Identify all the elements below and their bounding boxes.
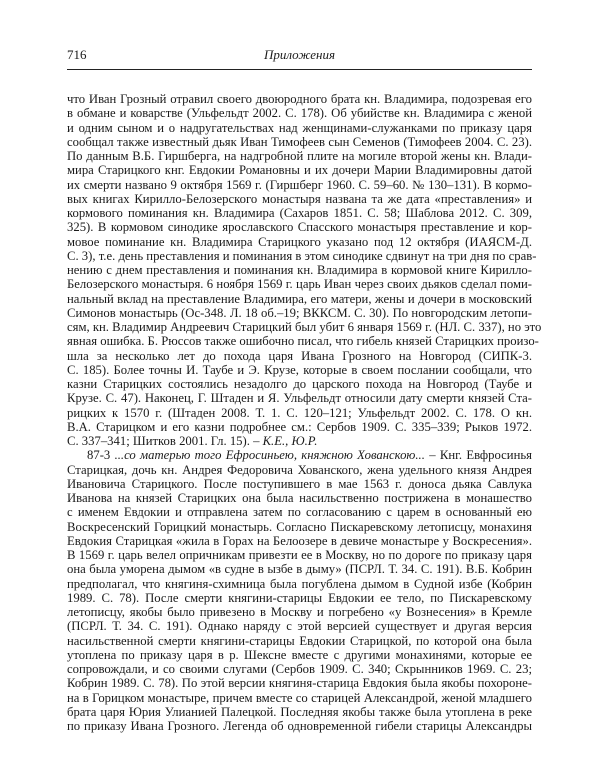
text-run: она была уморена дымом «в судне в ызбе в дыму» (ПСРЛ. Т. 34. С. 191). В.Б. Кобрин: [67, 562, 532, 577]
text-run: рицких к 1570 г. (Штаден 2008. Т. 1. С. 120–121; Ульфельдт 2002. С. 178. О кн.: [67, 405, 532, 420]
text-line: [67, 277, 532, 291]
text-line: [67, 605, 532, 619]
text-run: Старицкая, дочь кн. Андрея Федоровича Хованского, жена удельного князя Андрея: [67, 462, 532, 477]
text-run: С. 185). Более точны И. Таубе и Э. Крузе, которые в своем послании сообщали, что: [67, 362, 532, 377]
text-run: их смерти названо 9 октября 1569 г. (Гиршберг 1960. С. 59–60. № 130–131). В кормо-: [67, 177, 532, 192]
text-line: [67, 420, 532, 434]
text-run: нению с днем преставления и поминания кн. Владимира в кормовой книге Кирилло-: [67, 263, 532, 277]
text-line: [67, 591, 532, 605]
text-run: в обмане и коварстве (Ульфельдт 2002. С. 178). Об убийстве кн. Владимира с женой: [67, 106, 532, 121]
text-line: [67, 163, 532, 177]
text-line: [67, 648, 532, 662]
text-run: Белозерского монастыря. 6 ноября 1569 г. царь Иван через своих дьяков сделал поми-: [67, 277, 532, 292]
text-run: 1989. С. 78). После смерти княгини-старицы Евдокии ее тело, по Пискаревскому: [67, 590, 532, 605]
text-line: [67, 719, 532, 733]
text-run: (ПСРЛ. Т. 34. С. 191). Однако наряду с этой версией существует и другая версия: [67, 619, 532, 634]
text-line: [67, 106, 532, 120]
text-run: Симонов монастырь (Ос-348. Л. 18 об.–19; ВККСМ. С. 30). По новгородским летопи-: [67, 305, 532, 320]
text-line: [67, 520, 532, 534]
text-line: [67, 92, 532, 106]
text-run: шла за несколько лет до похода царя Ивана Грозного на Новгород (СИПК-3.: [67, 348, 532, 363]
text-run: и одним сыном и о надругательствах над женщинами-служанками по приказу царя: [67, 120, 532, 135]
text-line: [67, 363, 532, 377]
text-line: [67, 121, 532, 135]
text-line: [67, 448, 532, 462]
text-line: [67, 634, 532, 648]
text-run: Воскресенский Горицкий монастырь. Согласно Пискаревскому летописцу, монахиня: [67, 519, 532, 534]
note-number: 87-3: [87, 448, 115, 463]
text-run: явная ошибка. Б. Рюссов также ошибочно писал, что гибель князей Старицких произо-: [67, 334, 539, 349]
text-run: С. 3), т.е. день преставления и поминания в этом синодике сдвинут на три дня по срав-: [67, 248, 537, 263]
text-line: [67, 391, 532, 405]
text-line: [67, 406, 532, 420]
text-line: [67, 676, 532, 690]
text-run: мовое поминание кн. Владимира Старицкого указано под 12 октября (ИАЯСМ-Д.: [67, 234, 532, 249]
text-line: [67, 463, 532, 477]
text-run: Кобрин 1989. С. 78). По этой версии княгиня-старица Евдокия была якобы похороне-: [67, 676, 532, 691]
text-run: В 1569 г. царь велел опричникам привезти ее в Москву, но по дороге по приказу царя: [67, 548, 532, 562]
text-line: [67, 149, 532, 163]
text-run: Евдокия Старицкая «жила в Горах на Белоозере в девиче монастыре у Воскресения».: [67, 533, 532, 548]
text-line: [67, 505, 532, 519]
text-line: [67, 235, 532, 249]
text-line: [67, 220, 532, 234]
author-initials: К.Е., Ю.Р.: [262, 434, 318, 448]
text-run: летописцу, якобы было привезено в Москву и погребено «у Вознесения» в Кремле: [67, 605, 532, 619]
text-run: 325). В кормовом синодике ярославского Спасского монастыря преставление и кор-: [67, 220, 532, 235]
text-line: [67, 705, 532, 719]
text-run: утоплена по приказу царя в р. Шексне вместе с другими монахинями, которые ее: [67, 647, 532, 662]
quoted-source: ...со матерью того Ефросиньею, княжною Хованскою...: [114, 448, 425, 463]
text-run: сообщал также известный дьяк Иван Тимофеев сын Семенов (Тимофеев 2004. С. 23).: [67, 134, 532, 149]
text-run: – Кнг. Евфросинья: [424, 448, 532, 463]
text-line: [67, 477, 532, 491]
text-line: [67, 577, 532, 591]
body-text: [67, 92, 542, 733]
text-line: [67, 377, 532, 391]
text-line: [67, 619, 532, 633]
text-run: Иванова на князей Старицких она была насильственно пострижена в монашество: [67, 491, 532, 505]
text-line: [67, 192, 532, 206]
text-run: что Иван Грозный отравил своего двоюродного брата кн. Владимира, подозревая его: [67, 92, 532, 106]
text-run: брата царя Юрия Улианией Палецкой. Последняя якобы также была утоплена в реке: [67, 704, 532, 719]
text-run: вых книгах Кирилло-Белозерского монастыря названа та же дата «преставления» и: [67, 191, 532, 206]
text-run: нальный вклад на преставление Владимира, его матери, жены и дочери в московский: [67, 291, 532, 306]
text-run: с именем Евдокии и отправлена затем по согласованию с царем в основанный ею: [67, 505, 532, 520]
text-line: [67, 691, 532, 705]
text-line: [67, 178, 532, 192]
text-run: на в Горицком монастыре, причем вместе со старицей Александрой, женой младшего: [67, 690, 532, 705]
page-number: 716: [67, 47, 87, 62]
text-run: Ивановича Старицкого. После поступившего в мае 1563 г. доноса дьяка Савлука: [67, 476, 532, 491]
text-run: по приказу Ивана Грозного. Легенда об одновременной гибели старицы Александры: [67, 719, 532, 733]
text-run: сям, кн. Владимир Андреевич Старицкий был убит 6 января 1569 г. (НЛ. С. 337), но это: [67, 320, 542, 334]
text-line: [67, 491, 532, 505]
text-run: Крузе. С. 47). Наконец, Г. Штаден и Я. Ульфельдт относили дату смерти князей Ста-: [67, 391, 532, 406]
text-run: насильственной смерти княгини-старицы Евдокии Старицкой, по которой она была: [67, 633, 532, 648]
text-line: [67, 135, 532, 149]
text-line: [67, 320, 542, 334]
text-line: [67, 662, 532, 676]
text-run: мира Старицкого кнг. Евдокии Романовны и их дочери Марии Владимировны датой: [67, 163, 532, 178]
text-line: [67, 548, 532, 562]
text-run: По данным В.Б. Гиршберга, на надгробной плите на могиле второй жены кн. Влади-: [67, 149, 532, 163]
text-line: [67, 534, 532, 548]
running-title: Приложения: [263, 47, 336, 62]
text-line: [67, 306, 532, 320]
text-run: кормового поминания кн. Владимира (Сахаров 1851. С. 58; Шаблова 2012. С. 309,: [67, 206, 532, 220]
text-line: [67, 434, 532, 448]
page-header: [67, 47, 532, 70]
text-line: [67, 248, 537, 263]
text-run: предполагал, что княгиня-схимница была погублена дымом в Судной избе (Кобрин: [67, 576, 532, 591]
text-line: [67, 349, 532, 363]
text-run: казни Старицких состоялись незадолго до царского похода на Новгород (Таубе и: [67, 377, 532, 391]
text-run: С. 337–341; Шитков 2001. Гл. 15). –: [67, 434, 263, 448]
text-line: [67, 263, 532, 277]
text-line: [67, 292, 532, 306]
text-run: В.А. Старицком и его казни подробнее см.: Сербов 1909. С. 335–339; Рыков 1972.: [67, 419, 532, 434]
text-line: [67, 334, 539, 349]
text-run: сопровождали, и со своими слугами (Сербов 1909. С. 340; Скрынников 1969. С. 23;: [67, 662, 532, 676]
text-line: [67, 206, 532, 220]
text-line: [67, 562, 532, 576]
